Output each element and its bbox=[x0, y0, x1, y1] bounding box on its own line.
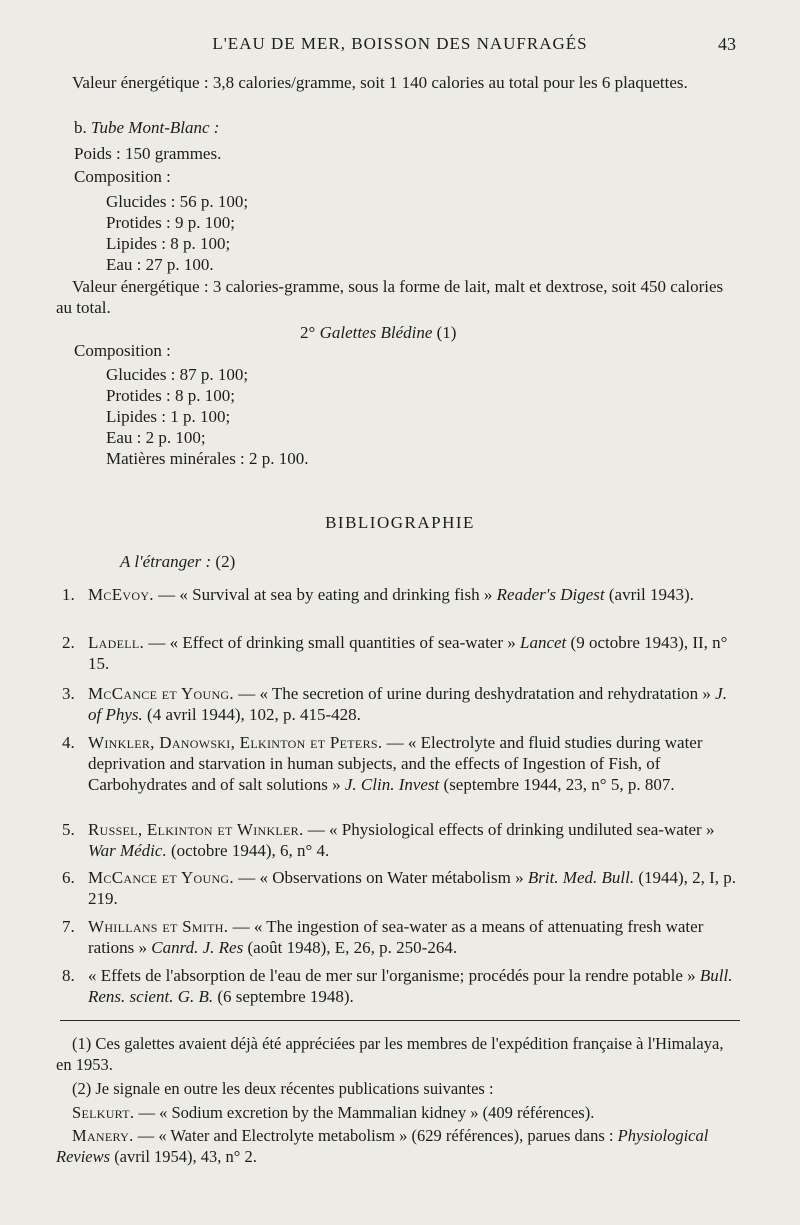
entry-title: « Effets de l'absorption de l'eau de mer sur l'organisme; procédés pour la rendre potable » bbox=[88, 966, 700, 985]
list-item: Matières minérales : 2 p. 100. bbox=[106, 449, 309, 468]
footnote-text: — « Water and Electrolyte metabolism » (629 références), parues dans : bbox=[133, 1126, 618, 1145]
entry-journal: Lancet bbox=[520, 633, 567, 652]
entry-number: 2. bbox=[62, 633, 75, 652]
bibliography-entry bbox=[62, 916, 738, 958]
entry-author: Winkler, Danowski, Elkinton et Peters. bbox=[88, 733, 383, 752]
entry-journal: Bull. Rens. scient. G. B. bbox=[88, 966, 733, 1006]
tube-heading bbox=[74, 117, 219, 138]
galettes-heading bbox=[300, 322, 456, 343]
entry-author: Whillans et Smith. bbox=[88, 917, 229, 936]
entry-author: McCance et Young. bbox=[88, 868, 234, 887]
list-item: Protides : 9 p. 100; bbox=[106, 213, 235, 232]
list-item: Protides : 8 p. 100; bbox=[106, 386, 235, 405]
entry-author: Ladell. bbox=[88, 633, 145, 652]
entry-details: (septembre 1944, 23, n° 5, p. 807. bbox=[439, 775, 675, 794]
bibliography-entry bbox=[62, 819, 738, 861]
intro-energy-value: Valeur énergétique : 3,8 calories/gramme, soit 1 140 calories au total pour les 6 plaquettes. bbox=[72, 73, 688, 92]
entry-title: — « Survival at sea by eating and drinking fish » bbox=[153, 585, 497, 604]
bibliography-subheading-label: A l'étranger : bbox=[120, 552, 212, 571]
entry-title: — « The secretion of urine during deshydratation and rehydratation » bbox=[233, 684, 716, 703]
entry-journal: Reader's Digest bbox=[496, 585, 605, 604]
galettes-composition-label: Composition : bbox=[74, 341, 171, 360]
galettes-composition-list bbox=[106, 364, 309, 469]
footnote-details: (avril 1954), 43, n° 2. bbox=[110, 1147, 257, 1166]
entry-journal: War Médic. bbox=[88, 841, 167, 860]
entry-number: 3. bbox=[62, 684, 75, 703]
entry-title: — « Effect of drinking small quantities of sea-water » bbox=[144, 633, 521, 652]
bibliography-entry bbox=[62, 965, 738, 1007]
bibliography-subheading bbox=[120, 551, 235, 572]
bibliography-entry bbox=[62, 732, 738, 795]
entry-number: 6. bbox=[62, 868, 75, 887]
list-item: Eau : 2 p. 100; bbox=[106, 428, 206, 447]
tube-composition-list bbox=[106, 191, 248, 275]
footnote-manery bbox=[56, 1125, 740, 1167]
galettes-heading-note: (1) bbox=[436, 323, 457, 342]
tube-energy-value: Valeur énergétique : 3 calories-gramme, sous la forme de lait, malt et dextrose, soit 450 calories au total. bbox=[56, 277, 724, 317]
bibliography-entry bbox=[62, 584, 738, 605]
list-item: Eau : 27 p. 100. bbox=[106, 255, 214, 274]
entry-details: (4 avril 1944), 102, p. 415-428. bbox=[142, 705, 361, 724]
bibliography-subheading-note: (2) bbox=[215, 552, 236, 571]
footnote-separator bbox=[60, 1020, 740, 1021]
entry-details: (6 septembre 1948). bbox=[213, 987, 354, 1006]
running-title: L'EAU DE MER, BOISSON DES NAUFRAGÉS bbox=[212, 34, 588, 53]
entry-journal: Canrd. J. Res bbox=[151, 938, 244, 957]
tube-heading-name: Tube Mont-Blanc : bbox=[91, 118, 220, 137]
entry-details: (1944), 2, I, p. 219. bbox=[88, 868, 737, 908]
entry-details: (9 octobre 1943), II, n° 15. bbox=[88, 633, 728, 673]
entry-details: (octobre 1944), 6, n° 4. bbox=[166, 841, 330, 860]
footnote-2: (2) Je signale en outre les deux récentes publications suivantes : bbox=[72, 1079, 494, 1098]
footnote-selkurt bbox=[56, 1102, 740, 1123]
bibliography-title: BIBLIOGRAPHIE bbox=[325, 513, 475, 532]
entry-title: — « The ingestion of sea-water as a means of attenuating fresh water rations » bbox=[88, 917, 704, 957]
entry-number: 4. bbox=[62, 733, 75, 752]
bibliography-entry bbox=[62, 632, 738, 674]
entry-journal: Brit. Med. Bull. bbox=[527, 868, 635, 887]
entry-title: — « Observations on Water métabolism » bbox=[233, 868, 528, 887]
entry-title: — « Electrolyte and fluid studies during water deprivation and starvation in human subjects, and the effects of Ingestion of Fish, of Carbohydrates and of salt solutions » bbox=[88, 733, 703, 794]
bibliography-entry bbox=[62, 683, 738, 725]
entry-number: 1. bbox=[62, 585, 75, 604]
galettes-heading-num: 2° bbox=[300, 323, 316, 342]
tube-weight: Poids : 150 grammes. bbox=[74, 144, 222, 163]
entry-journal: J. Clin. Invest bbox=[344, 775, 440, 794]
tube-composition-label: Composition : bbox=[74, 167, 171, 186]
bibliography-entry bbox=[62, 867, 738, 909]
footnote-text: — « Sodium excretion by the Mammalian kidney » (409 références). bbox=[134, 1103, 595, 1122]
footnote-author: Manery. bbox=[72, 1126, 134, 1145]
entry-author: McEvoy. bbox=[88, 585, 154, 604]
entry-journal: J. of Phys. bbox=[88, 684, 727, 724]
entry-details: (août 1948), E, 26, p. 250-264. bbox=[243, 938, 458, 957]
footnote-author: Selkurt. bbox=[72, 1103, 135, 1122]
tube-heading-letter: b. bbox=[74, 118, 87, 137]
entry-number: 8. bbox=[62, 966, 75, 985]
list-item: Lipides : 8 p. 100; bbox=[106, 234, 231, 253]
galettes-heading-name: Galettes Blédine bbox=[319, 323, 433, 342]
entry-number: 7. bbox=[62, 917, 75, 936]
entry-author: Russel, Elkinton et Winkler. bbox=[88, 820, 304, 839]
footnote-journal: Physiological Reviews bbox=[56, 1126, 709, 1166]
list-item: Lipides : 1 p. 100; bbox=[106, 407, 231, 426]
entry-number: 5. bbox=[62, 820, 75, 839]
list-item: Glucides : 56 p. 100; bbox=[106, 192, 249, 211]
entry-author: McCance et Young. bbox=[88, 684, 234, 703]
page-number: 43 bbox=[718, 34, 736, 54]
page-header bbox=[60, 34, 740, 58]
list-item: Glucides : 87 p. 100; bbox=[106, 365, 249, 384]
footnote-1: (1) Ces galettes avaient déjà été appréciées par les membres de l'expédition française à l'Himalaya, en 1953. bbox=[56, 1034, 724, 1074]
entry-title: — « Physiological effects of drinking undiluted sea-water » bbox=[303, 820, 715, 839]
entry-details: (avril 1943). bbox=[604, 585, 694, 604]
